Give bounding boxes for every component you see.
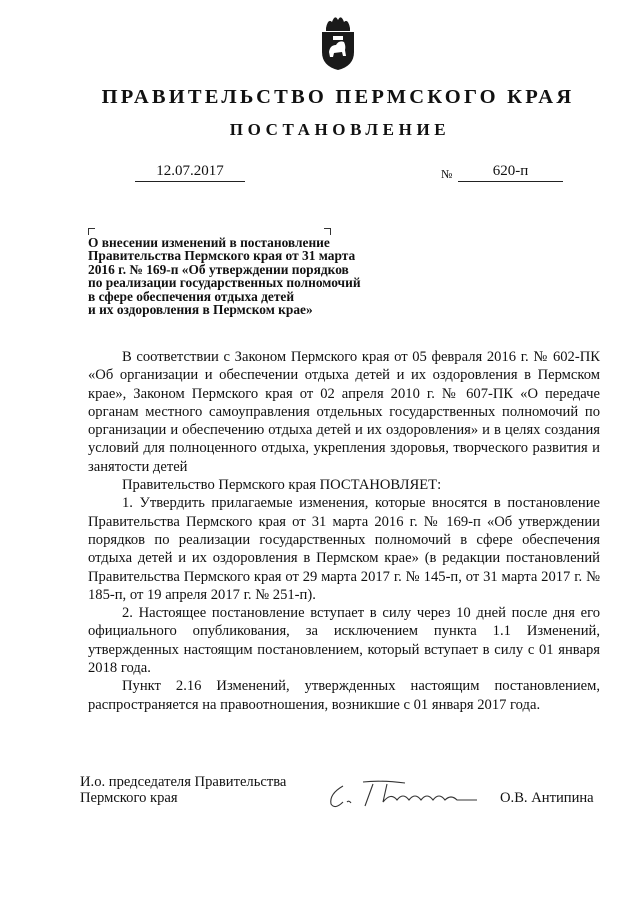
- government-title: ПРАВИТЕЛЬСТВО ПЕРМСКОГО КРАЯ: [101, 86, 575, 108]
- subject-line: по реализации государственных полномочий: [88, 275, 361, 291]
- body-paragraph-preamble: В соответствии с Законом Пермского края от 05 февраля 2016 г. № 602-ПК «Об организации и обеспечении отдыха детей и их оздоровления в Пермском крае», Законом Пермского края от 02 апреля 2010 г. № 607-ПК «О передаче органам местного самоуправления отдельных государственных полномочий по организации и обеспечению отдыха детей и их оздоровления» и в целях создания условий для полноценного отдыха, укрепления здоровья, творческого развития и занятости детей: [88, 349, 600, 475]
- subject-line: Правительства Пермского края от 31 марта: [88, 248, 356, 264]
- signatory-position: [80, 774, 286, 806]
- subject-corner-mark-left: [88, 228, 95, 235]
- subject-line: в сфере обеспечения отдыха детей: [88, 288, 295, 304]
- subject-line: 2016 г. № 169-п «Об утверждении порядков: [88, 261, 349, 277]
- signer-name: О.В. Антипина: [500, 790, 594, 806]
- subject-line: и их оздоровления в Пермском крае»: [88, 302, 313, 318]
- position-line: Пермского края: [80, 790, 178, 806]
- subject-line: О внесении изменений в постановление: [88, 235, 330, 250]
- document-date: 12.07.2017: [135, 163, 245, 182]
- handwritten-signature: [325, 778, 485, 812]
- document-subject: [88, 236, 408, 316]
- position-line: И.о. председателя Правительства: [80, 774, 287, 790]
- number-sign: №: [441, 167, 453, 181]
- body-paragraph-clause: Пункт 2.16 Изменений, утвержденных настоящим постановлением, распространяется на правоотношения, возникшие с 01 января 2017 года.: [88, 678, 600, 713]
- body-paragraph-item-2: 2. Настоящее постановление вступает в силу через 10 дней после дня его официального опубликования, за исключением пункта 1.1 Изменений, утвержденных настоящим постановлением, который вступает в силу с 01 января 2018 года.: [88, 605, 600, 677]
- document-type-title: ПОСТАНОВЛЕНИЕ: [229, 120, 451, 139]
- body-paragraph-resolves: Правительство Пермского края ПОСТАНОВЛЯЕТ:: [122, 477, 442, 494]
- document-body: [88, 348, 600, 714]
- subject-corner-mark-right: [324, 228, 331, 235]
- document-number: 620-п: [458, 163, 563, 182]
- coat-of-arms-icon: [318, 12, 358, 72]
- body-paragraph-item-1: 1. Утвердить прилагаемые изменения, которые вносятся в постановление Правительства Пермского края от 31 марта 2016 г. № 169-п «Об утверждении порядков по реализации государственных полномочий в сфере обеспечения отдыха детей и их оздоровления в Пермском крае» (в редакции постановлений Правительства Пермского края от 29 марта 2017 г. № 145-п, от 31 марта 2017 г. № 185-п, от 19 апреля 2017 г. № 251-п).: [88, 495, 600, 603]
